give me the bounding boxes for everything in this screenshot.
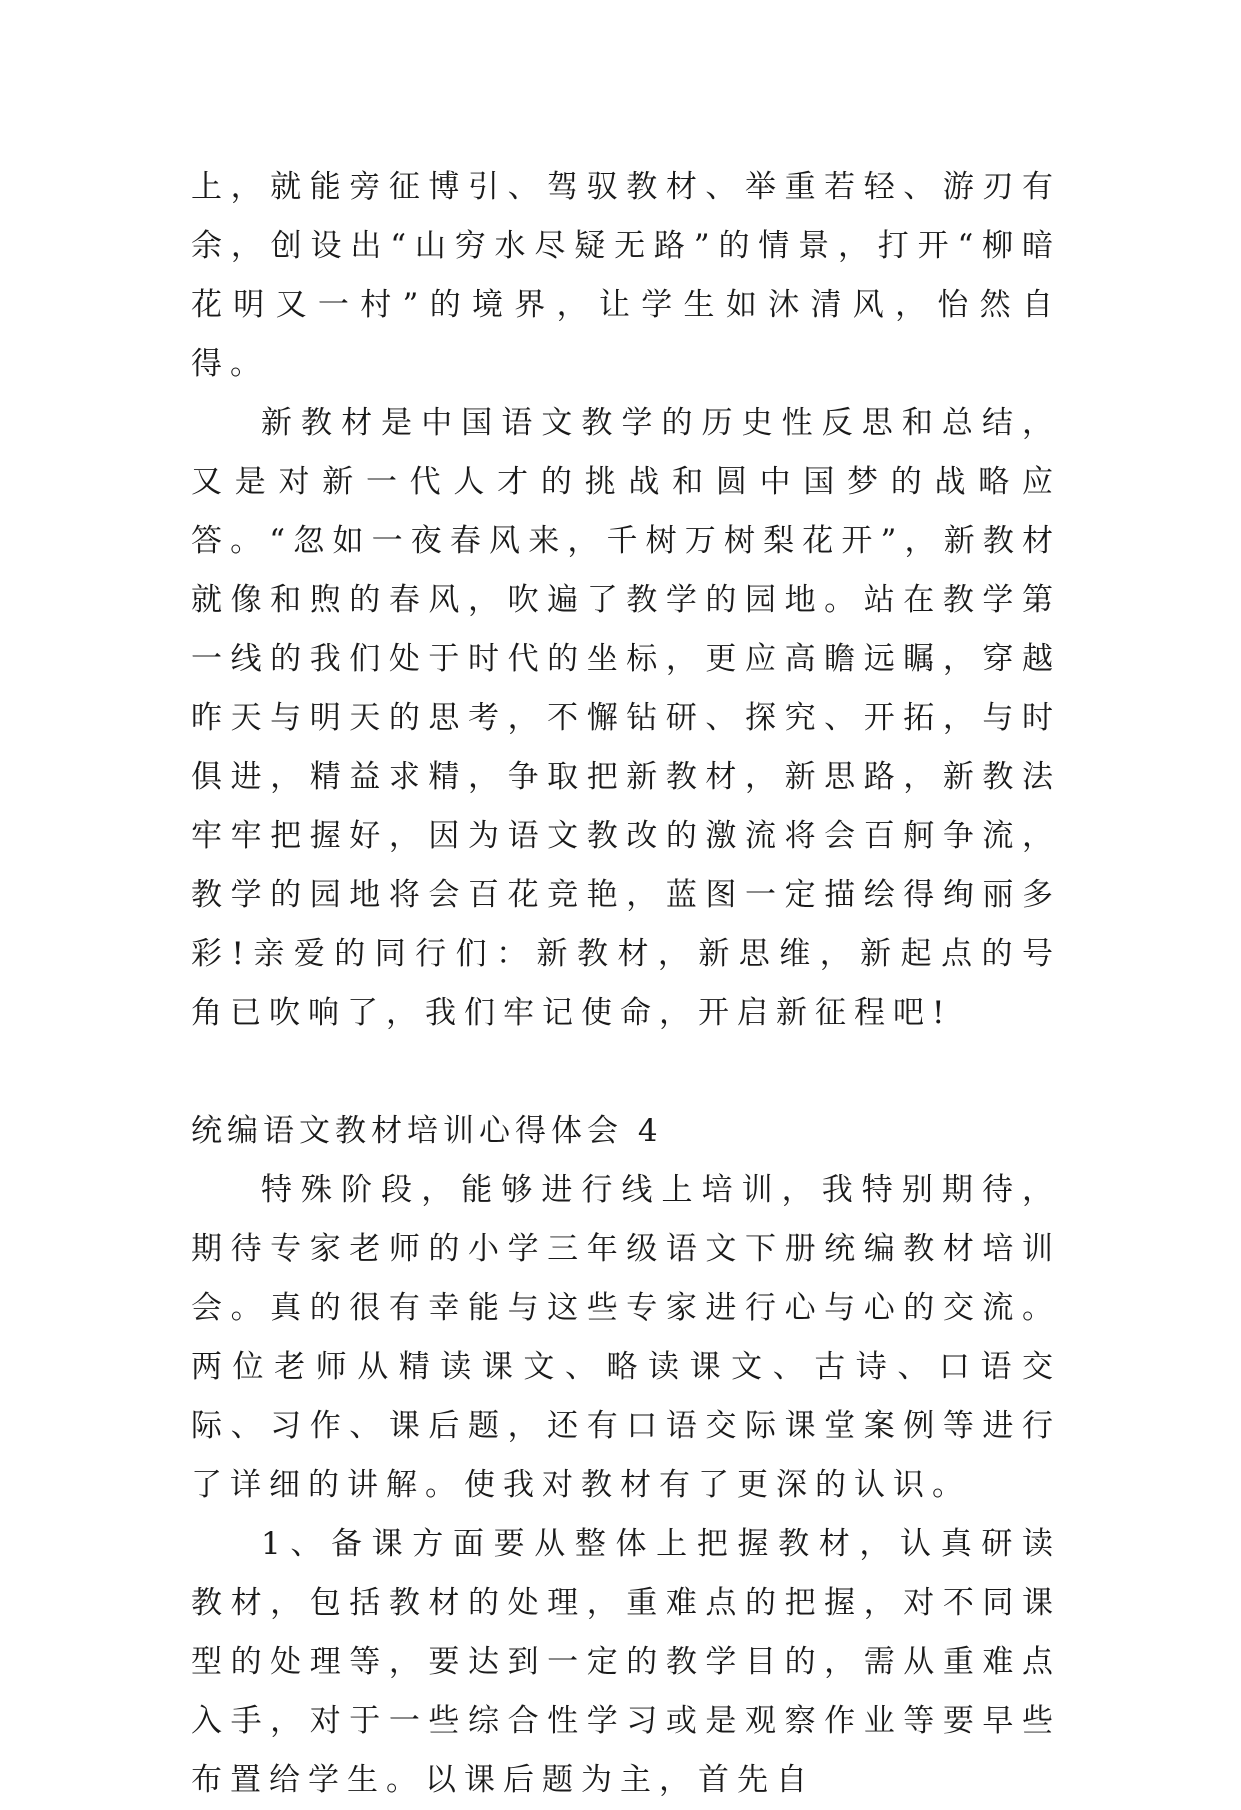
paragraph-new-textbook: 新教材是中国语文教学的历史性反思和总结，又是对新一代人才的挑战和圆中国梦的战略应答。“忽如一夜春风来，千树万树梨花开”，新教材就像和煦的春风，吹遍了教学的园地。站在教学第一线的我们处于时代的坐标，更应高瞻远瞩，穿越昨天与明天的思考，不懈钻研、探究、开拓，与时俱进，精益求精，争取把新教材，新思路，新教法牢牢把握好，因为语文教改的激流将会百舸争流，教学的园地将会百花竞艳，蓝图一定描绘得绚丽多彩!亲爱的同行们：新教材，新思维，新起点的号角已吹响了，我们牢记使命，开启新征程吧!	[191, 405, 1061, 1031]
paragraph-online-training: 特殊阶段，能够进行线上培训，我特别期待，期待专家老师的小学三年级语文下册统编教材培训会。真的很有幸能与这些专家进行心与心的交流。两位老师从精读课文、略读课文、古诗、口语交际、习作、课后题，还有口语交际课堂案例等进行了详细的讲解。使我对教材有了更深的认识。	[191, 1172, 1061, 1503]
section-title: 统编语文教材培训心得体会 4	[191, 1113, 663, 1149]
document-body	[191, 158, 1061, 1810]
paragraph-continuation: 上，就能旁征博引、驾驭教材、举重若轻、游刃有余，创设出“山穷水尽疑无路”的情景，打开“柳暗花明又一村”的境界，让学生如沐清风，怡然自得。	[191, 169, 1061, 382]
paragraph-lesson-prep: 1、备课方面要从整体上把握教材，认真研读教材，包括教材的处理，重难点的把握，对不同课型的处理等，要达到一定的教学目的，需从重难点入手，对于一些综合性学习或是观察作业等要早些布置给学生。以课后题为主，首先自	[191, 1526, 1061, 1798]
